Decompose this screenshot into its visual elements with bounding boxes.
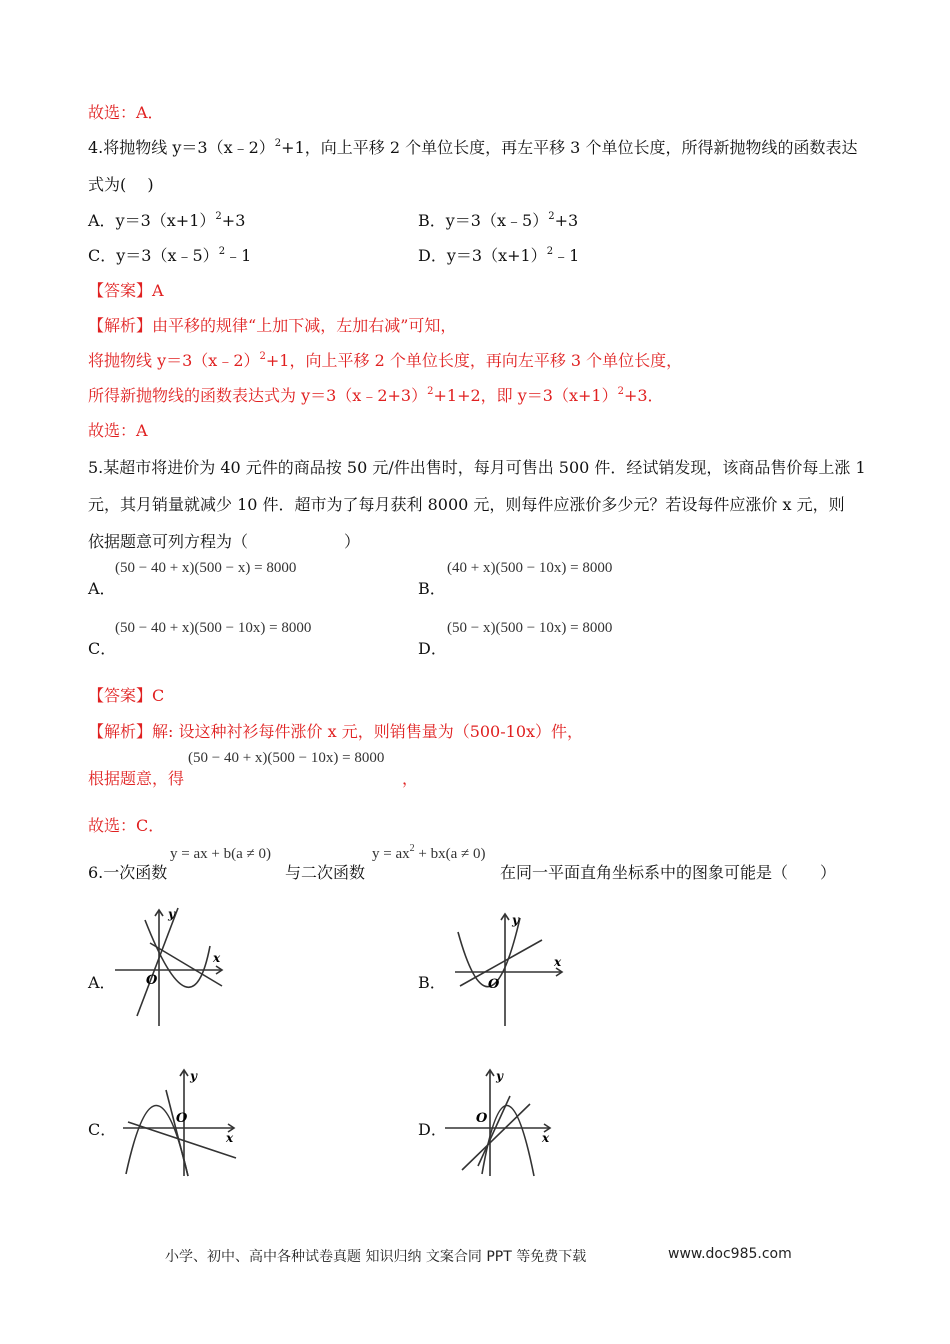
q6-option-b-label: B． [418, 973, 446, 992]
line-graph [460, 940, 542, 986]
q4-analysis-line1: 【解析】由平移的规律“上加下减，左加右减”可知， [88, 316, 457, 335]
q6-option-a-label: A． [88, 973, 116, 992]
q6-graph-c [118, 1066, 243, 1178]
q5-stem-line3: 依据题意可列方程为（ ） [88, 532, 361, 551]
q6-graph-a [110, 898, 235, 1033]
q4-stem-line1: 4.将抛物线 y＝3（x﹣2）$^2$+1，向上平移 2 个单位长度，再左平移 3 个单位长度，所得新抛物线的函数表达 [88, 138, 858, 157]
y-label: y [168, 907, 175, 921]
q5-option-a-equation: (50 − 40 + x)(500 − x) = 8000 [115, 560, 297, 576]
q5-analysis-line2: 根据题意，得 [88, 769, 185, 788]
y-label: y [190, 1069, 197, 1083]
x-label: x [554, 955, 562, 969]
q6-linear-equation: y = ax + b(a ≠ 0) [170, 846, 271, 862]
origin-label: O [476, 1111, 488, 1126]
q4-option-a: A．$y=3(x+1)^2+3$ [88, 211, 246, 230]
x-label: x [542, 1131, 550, 1145]
line-graph-2 [150, 943, 222, 986]
q5-option-a-label: A． [88, 579, 116, 598]
q5-stem-line1: 5.某超市将进价为 40 元件的商品按 50 元/件出售时，每月可售出 500 件．经试销发现，该商品售价每上涨 1 [88, 458, 866, 477]
q6-quadratic-equation: $y = ax^2 + bx(a \ne 0)$ [372, 843, 486, 862]
footer-text: 小学、初中、高中各种试卷真题 知识归纳 文案合同 PPT 等免费下载 [165, 1249, 587, 1265]
q4-stem-line2: 式为( ) [88, 175, 154, 194]
q5-option-c-equation: (50 − 40 + x)(500 − 10x) = 8000 [115, 620, 312, 636]
q4-option-c: C．y＝3（x﹣5）$^2$﹣1 [88, 246, 252, 265]
y-label: y [496, 1069, 503, 1083]
q5-option-d-equation: (50 − x)(500 − 10x) = 8000 [447, 620, 613, 636]
q5-stem-line2: 元，其月销量就减少 10 件．超市为了每月获利 8000 元，则每件应涨价多少元？若设每件应涨价 x 元，则 [88, 495, 845, 514]
origin-label: O [176, 1111, 188, 1126]
q6-stem-a: 6.一次函数 [88, 863, 168, 882]
line-graph [462, 1104, 530, 1170]
footer-site-link[interactable]: www.doc985.com [668, 1246, 792, 1262]
q5-analysis-line1: 【解析】解: 设这种衬衫每件涨价 x 元，则销售量为（500-10x）件， [88, 722, 584, 741]
q5-analysis-comma: ， [402, 769, 419, 788]
y-label: y [512, 913, 519, 927]
prev-conclusion: 故选：A． [88, 103, 164, 122]
q5-conclusion: 故选：C． [88, 816, 165, 835]
q6-option-c-label: C． [88, 1120, 117, 1139]
x-label: x [213, 951, 221, 965]
q4-option-b: B．y＝3（x﹣5）$^2$+3 [418, 211, 579, 230]
q5-option-b-equation: (40 + x)(500 − 10x) = 8000 [447, 560, 613, 576]
q4-option-d: D．$y=3(x+1)^2﹣1$ [418, 246, 580, 265]
q4-answer: 【答案】A [88, 281, 164, 300]
q5-option-b-label: B． [418, 579, 446, 598]
q5-analysis-equation: (50 − 40 + x)(500 − 10x) = 8000 [188, 750, 385, 766]
line-graph-2 [478, 1096, 510, 1166]
q4-analysis-line3: 所得新抛物线的函数表达式为 y＝3（x﹣2+3）$^2$+1+2，即 $y=3(x+1)^2+3$． [88, 386, 664, 405]
q6-stem-b: 与二次函数 [285, 863, 366, 882]
origin-label: O [146, 973, 158, 988]
line-graph [137, 908, 178, 1016]
q4-analysis-line2: 将抛物线 y＝3（x﹣2）$^2$+1，向上平移 2 个单位长度，再向左平移 3 个单位长度， [88, 351, 683, 370]
x-label: x [226, 1131, 234, 1145]
q4-conclusion: 故选：A [88, 421, 148, 440]
q5-option-d-label: D． [418, 639, 447, 658]
q5-option-c-label: C． [88, 639, 117, 658]
q6-option-d-label: D． [418, 1120, 447, 1139]
q5-answer: 【答案】C [88, 686, 165, 705]
q6-graph-d [440, 1066, 565, 1178]
q6-stem-c: 在同一平面直角坐标系中的图象可能是（ ） [500, 863, 837, 882]
origin-label: O [488, 977, 500, 992]
q6-graph-b [450, 908, 575, 1033]
